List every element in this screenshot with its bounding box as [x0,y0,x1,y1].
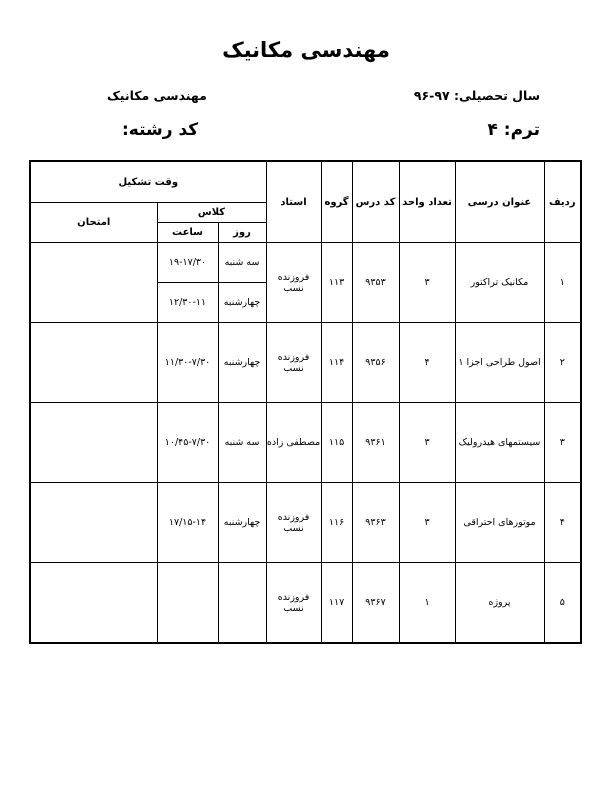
exam-cell [30,243,157,323]
exam-cell [30,483,157,563]
course-group: ۱۱۶ [321,483,352,563]
course-title: اصول طراحی اجزا ۱ [455,323,544,403]
header-course-code: کد درس [352,161,399,243]
course-group: ۱۱۷ [321,563,352,644]
session-time: ۱۲/۳۰-۱۱ [157,283,218,323]
course-units: ۳ [399,403,455,483]
course-instructor: فروزنده نسب [266,483,321,563]
academic-year: سال تحصیلی: ۹۷-۹۶ [413,88,540,103]
session-time: ۱۰/۴۵-۷/۳۰ [157,403,218,483]
session-time: ۱۹-۱۷/۳۰ [157,243,218,283]
table-row [30,403,581,483]
header-exam: امتحان [30,203,157,243]
header-class: کلاس [157,203,266,223]
course-group: ۱۱۴ [321,323,352,403]
course-code: ۹۳۶۱ [352,403,399,483]
course-units: ۴ [399,323,455,403]
session-time: ۱۱/۳۰-۷/۳۰ [157,323,218,403]
course-units: ۱ [399,563,455,644]
course-group: ۱۱۵ [321,403,352,483]
header-units: تعداد واحد [399,161,455,243]
row-number: ۵ [544,563,581,644]
session-day: سه شنبه [218,243,266,283]
session-day [218,563,266,644]
table-row [30,563,581,644]
table-row [30,483,581,563]
course-instructor: فروزنده نسب [266,323,321,403]
exam-cell [30,323,157,403]
session-time: ۱۷/۱۵-۱۴ [157,483,218,563]
table-row [30,243,581,283]
course-title: موتورهای احتراقی [455,483,544,563]
header-day: روز [218,223,266,243]
course-group: ۱۱۳ [321,243,352,323]
course-schedule-table [29,160,582,644]
exam-cell [30,403,157,483]
course-instructor: فروزنده نسب [266,243,321,323]
session-day: چهارشنبه [218,323,266,403]
session-day: چهارشنبه [218,283,266,323]
header-group: گروه [321,161,352,243]
header-instructor: استاد [266,161,321,243]
field-code-label: کد رشته: [122,120,199,140]
session-time [157,563,218,644]
exam-cell [30,563,157,644]
header-course-title: عنوان درسی [455,161,544,243]
course-instructor: مصطفی زاده [266,403,321,483]
row-number: ۳ [544,403,581,483]
header-row-number: ردیف [544,161,581,243]
course-code: ۹۳۶۷ [352,563,399,644]
course-code: ۹۳۵۶ [352,323,399,403]
course-code: ۹۳۶۳ [352,483,399,563]
course-title: مکانیک تراکتور [455,243,544,323]
session-day: سه شنبه [218,403,266,483]
row-number: ۱ [544,243,581,323]
page-title: مهندسی مکانیک [222,38,390,62]
session-day: چهارشنبه [218,483,266,563]
course-units: ۳ [399,483,455,563]
header-time: ساعت [157,223,218,243]
row-number: ۴ [544,483,581,563]
row-number: ۲ [544,323,581,403]
header-schedule: وقت تشکیل [30,161,266,203]
course-units: ۳ [399,243,455,323]
course-title: پروژه [455,563,544,644]
field-name: مهندسی مکانیک [107,88,207,103]
course-instructor: فروزنده نسب [266,563,321,644]
term-label: ترم: ۴ [487,120,540,140]
table-row [30,323,581,403]
course-code: ۹۳۵۳ [352,243,399,323]
course-title: سیستمهای هیدرولیک [455,403,544,483]
